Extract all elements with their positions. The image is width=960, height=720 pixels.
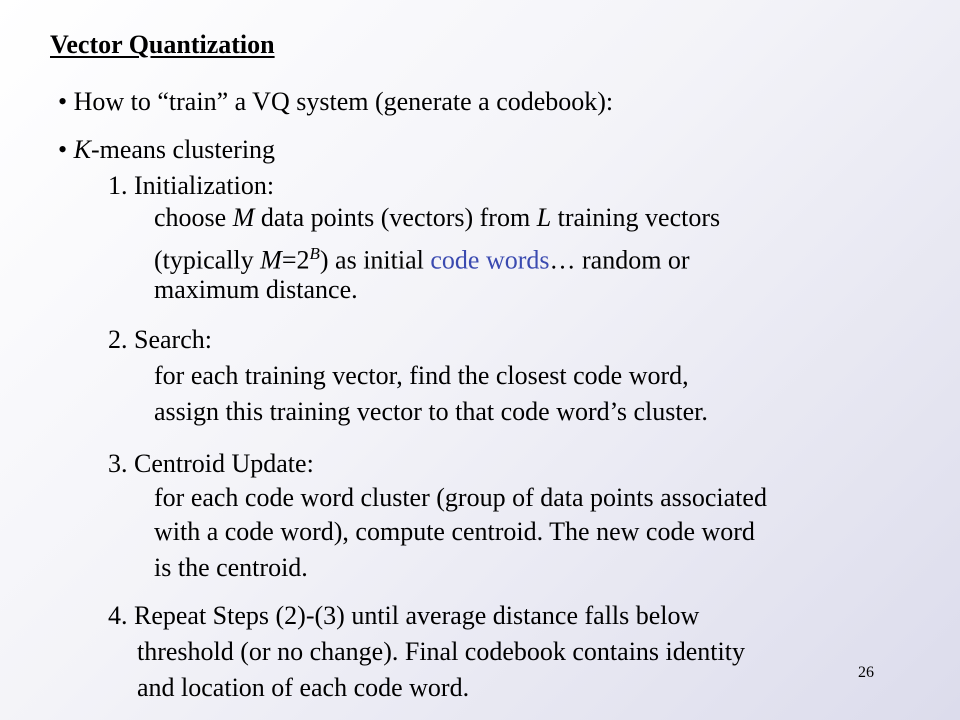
m-variable: M — [232, 203, 255, 232]
text-fragment: (typically — [154, 245, 261, 275]
step3-line3: is the centroid. — [154, 553, 308, 582]
l-variable: L — [536, 203, 552, 232]
text-fragment: … random or — [549, 245, 690, 275]
step3-line2: with a code word), compute centroid. The new code word — [154, 517, 755, 546]
text-fragment: choose — [154, 203, 233, 232]
text-fragment: data points (vectors) from — [254, 203, 537, 232]
text-fragment: =2 — [281, 245, 310, 275]
k-means-text: -means clustering — [90, 135, 276, 164]
page-number: 26 — [858, 664, 874, 681]
step2-line1: for each training vector, find the closest code word, — [154, 361, 689, 390]
bullet-train-vq: • How to “train” a VQ system (generate a codebook): — [58, 87, 614, 116]
step2-line2: assign this training vector to that code word’s cluster. — [154, 397, 708, 426]
k-variable: K — [73, 135, 91, 164]
step1-heading: 1. Initialization: — [108, 171, 275, 200]
slide-title: Vector Quantization — [50, 30, 275, 59]
text-fragment: ) as initial — [319, 245, 431, 275]
step3-line1: for each code word cluster (group of data points associated — [154, 483, 767, 512]
bullet-k-means — [58, 132, 275, 168]
step2-heading: 2. Search: — [108, 325, 212, 354]
code-words-highlight: code words — [430, 245, 550, 275]
step4-line1: 4. Repeat Steps (2)-(3) until average distance falls below — [108, 601, 700, 630]
step3-heading: 3. Centroid Update: — [108, 449, 314, 478]
step1-line3: maximum distance. — [154, 275, 358, 304]
bullet-marker: • — [58, 135, 74, 164]
step4-line2: threshold (or no change). Final codebook contains identity — [137, 637, 745, 666]
step4-line3: and location of each code word. — [137, 673, 470, 702]
m-variable: M — [260, 245, 282, 275]
b-exponent: B — [309, 244, 320, 263]
step1-line1 — [154, 200, 720, 236]
text-fragment: training vectors — [551, 203, 721, 232]
